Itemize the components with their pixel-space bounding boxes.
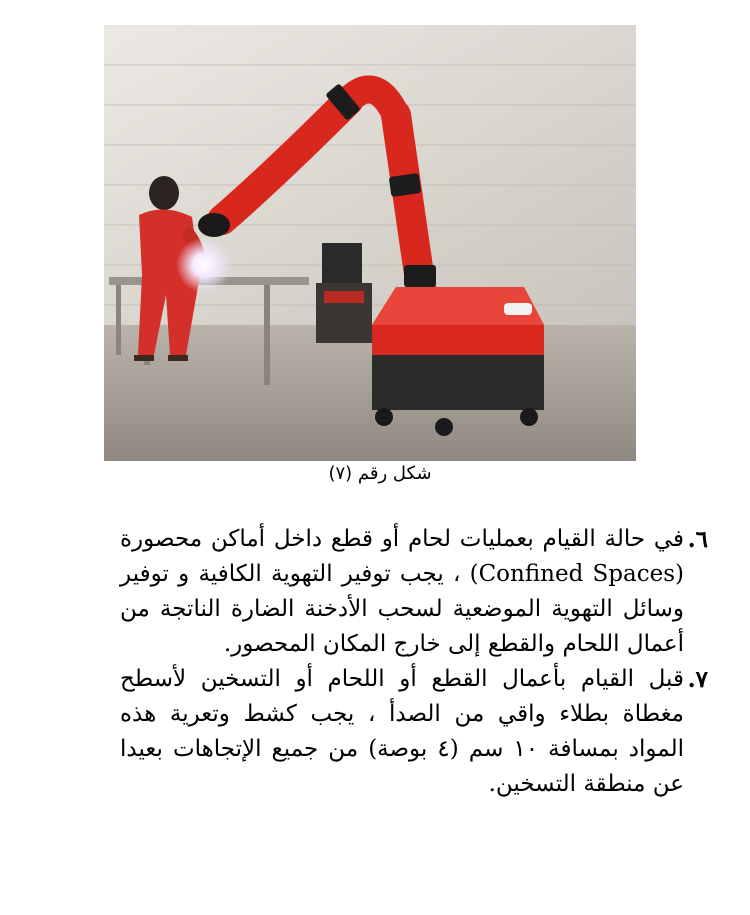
brand-logo xyxy=(504,303,532,315)
safety-instructions-list xyxy=(120,522,708,802)
item-number: ٦. xyxy=(687,526,708,553)
item-text xyxy=(120,662,684,802)
item-text-before: قبل القيام بأعمال القطع أو اللحام أو التسخين لأسطح مغطاة بطلاء واقي من الصدأ ، يجب كشط وتعرية هذه المواد بمسافة ١٠ سم (٤ بوصة) من جميع الإتجاهات بعيدا عن منطقة التسخين. xyxy=(120,666,684,797)
list-item xyxy=(120,662,708,802)
list-item xyxy=(120,522,708,662)
item-text-after: ، يجب توفير التهوية الكافية و توفير وسائل التهوية الموضعية لسحب الأدخنة الضارة الناتجة من أعمال اللحام والقطع إلى خارج المكان المحصور. xyxy=(120,561,684,657)
english-term: (Confined Spaces) xyxy=(469,561,684,587)
item-text-before: في حالة القيام بعمليات لحام أو قطع داخل أماكن محصورة xyxy=(120,526,684,552)
item-number: ٧. xyxy=(687,666,708,693)
welding-fume-extractor-photo xyxy=(104,25,636,461)
item-text xyxy=(120,522,684,662)
figure-caption: شكل رقم (٧) xyxy=(328,463,432,484)
